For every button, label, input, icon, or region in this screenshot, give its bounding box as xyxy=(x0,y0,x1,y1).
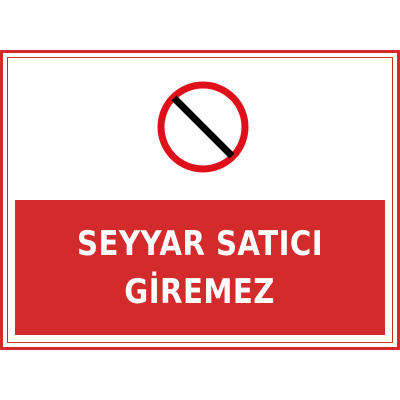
sign-banner xyxy=(15,200,385,335)
prohibition-icon xyxy=(155,79,251,175)
sign-text-line-1: SEYYAR SATICI xyxy=(76,223,324,264)
sign-text-line-2: GİREMEZ xyxy=(124,271,276,312)
prohibition-slash xyxy=(174,98,232,156)
warning-sign xyxy=(0,50,400,350)
